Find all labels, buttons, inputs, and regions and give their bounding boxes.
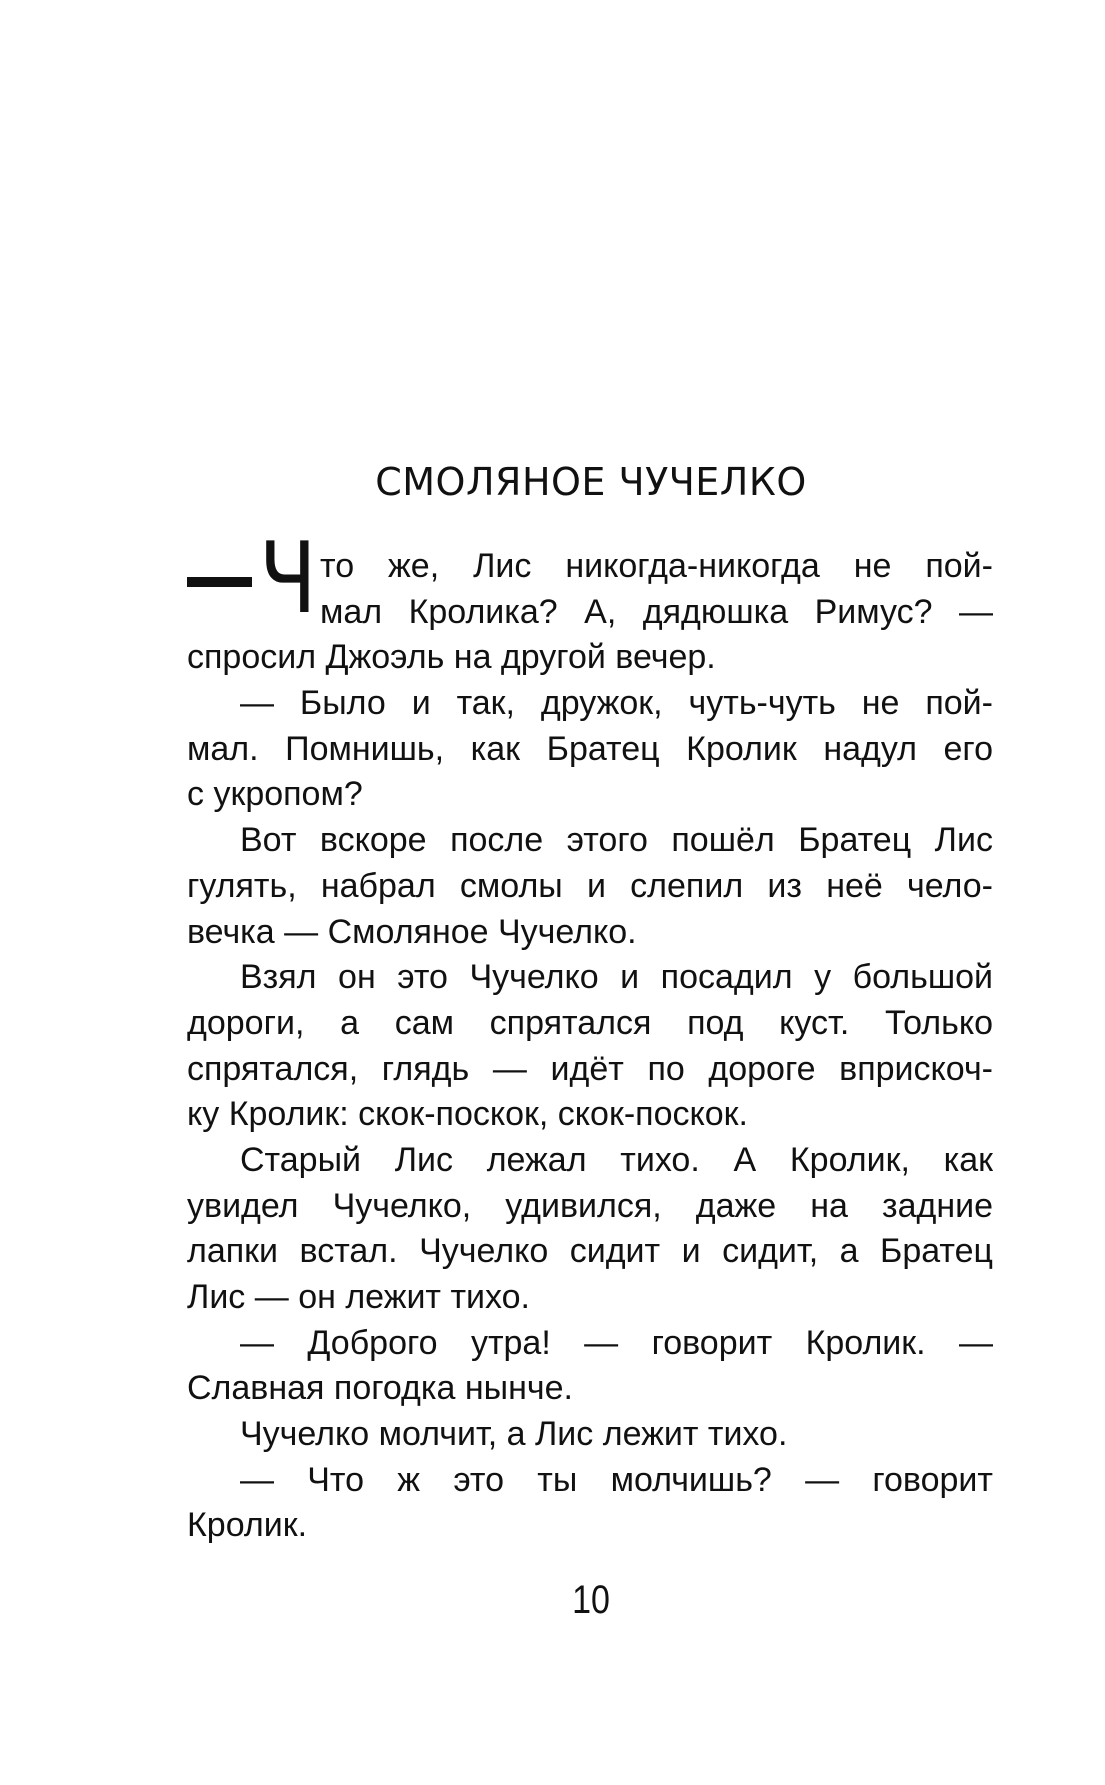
text-line: с укропом? [187, 775, 363, 814]
chapter-title: СМОЛЯНОЕ ЧУЧЕЛКО [375, 460, 807, 504]
text-line: спрятался, глядь — идёт по дороге вприскоч- [187, 1049, 993, 1088]
text-line: спросил Джоэль на другой вечер. [187, 638, 716, 677]
text-line: лапки встал. Чучелко сидит и сидит, а Братец [187, 1232, 993, 1271]
drop-cap-letter: Ч [259, 522, 317, 636]
text-line: мал Кролика? А, дядюшка Римус? — [320, 592, 993, 631]
text-line: — Было и так, дружок, чуть-чуть не пой- [240, 684, 993, 723]
text-line: — Что ж это ты молчишь? — говорит [240, 1460, 993, 1499]
text-line: Лис — он лежит тихо. [187, 1278, 530, 1316]
page-number: 10 [572, 1578, 610, 1622]
text-line: Славная погодка нынче. [187, 1369, 573, 1408]
drop-cap-dash [187, 577, 252, 587]
text-line: увидел Чучелко, удивился, даже на задние [187, 1186, 993, 1225]
drop-cap [187, 522, 317, 636]
text-line: вечка — Смоляное Чучелко. [187, 912, 637, 951]
text-line: Кролик. [187, 1506, 308, 1545]
text-line: гулять, набрал смолы и слепил из неё чело- [187, 866, 993, 905]
text-line: — Доброго утра! — говорит Кролик. — [240, 1323, 993, 1362]
text-line: ку Кролик: скок-поскок, скок-поскок. [187, 1095, 748, 1134]
text-line: то же, Лис никогда-никогда не пой- [320, 547, 993, 585]
text-line: Взял он это Чучелко и посадил у большой [240, 958, 993, 997]
text-line: дороги, а сам спрятался под куст. Только [187, 1003, 993, 1042]
text-line: мал. Помнишь, как Братец Кролик надул его [187, 729, 993, 768]
text-line: Вот вскоре после этого пошёл Братец Лис [240, 821, 993, 860]
text-line: Старый Лис лежал тихо. А Кролик, как [240, 1140, 993, 1179]
chapter-body [187, 522, 993, 1549]
text-line: Чучелко молчит, а Лис лежит тихо. [240, 1415, 788, 1454]
